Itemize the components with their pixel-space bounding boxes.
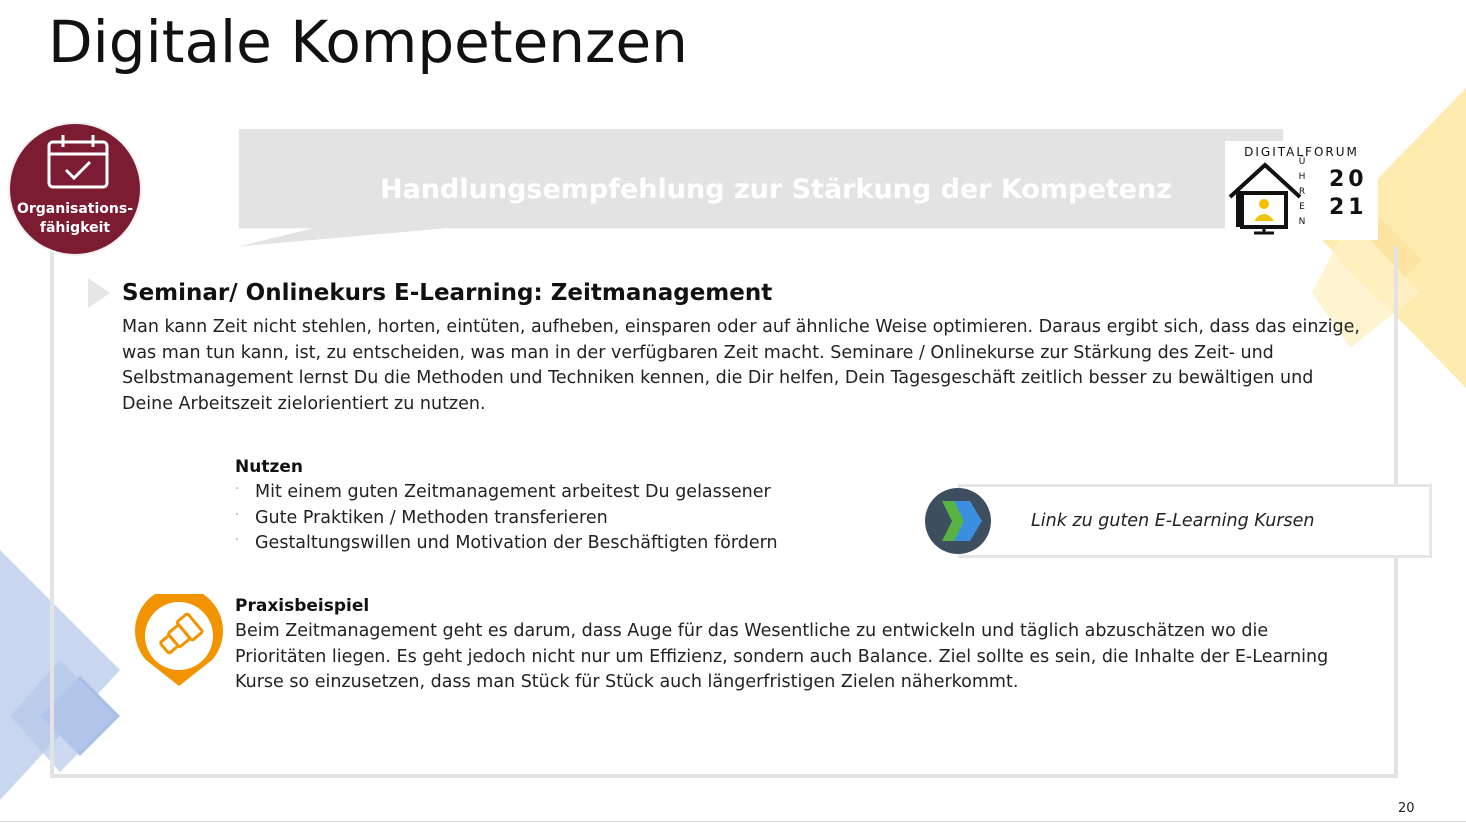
elearning-link-box[interactable]	[958, 484, 1432, 558]
chevron-right-icon[interactable]	[924, 487, 992, 555]
telescope-icon	[132, 594, 226, 688]
praxis-heading: Praxisbeispiel	[235, 596, 370, 616]
logo-vertical-letter: R	[1298, 187, 1306, 197]
logo-top-text: DIGITALFORUM	[1244, 145, 1359, 159]
badge-label-line1: Organisations-	[16, 201, 134, 217]
praxis-text: Beim Zeitmanagement geht es darum, dass Auge für das Wesentliche zu entwickeln und täglich abzuschätzen wo die Prioritäten liegen. Es geht jedoch nicht nur um Effizienz, sondern auch Balance. Ziel sollte es sein, die Inhalte der E-Learning Kurse so einzusetzen, dass man Stück für Stück auch längerfristigen Zielen näherkommt.	[235, 621, 1329, 692]
list-item: · Gute Praktiken / Methoden transferieren	[235, 506, 778, 532]
badge-label	[10, 200, 140, 238]
nutzen-list	[235, 480, 778, 557]
digitalforum-logo	[1225, 141, 1378, 240]
page-number: 20	[1398, 801, 1415, 816]
logo-vertical-letter: Ü	[1298, 157, 1306, 167]
logo-vertical-letter: N	[1298, 217, 1306, 227]
list-item: · Gestaltungswillen und Motivation der Beschäftigten fördern	[235, 531, 778, 557]
logo-vertical-letter: E	[1299, 202, 1305, 212]
competence-badge	[8, 122, 142, 256]
calendar-check-icon	[46, 132, 110, 190]
banner-title: Handlungsempfehlung zur Stärkung der Kompetenz	[380, 174, 1172, 205]
badge-label-line2: fähigkeit	[39, 220, 111, 236]
bottom-divider	[0, 821, 1466, 822]
logo-year-bottom: 21	[1329, 195, 1368, 220]
slide-title: Digitale Kompetenzen	[48, 8, 688, 76]
section-intro: Man kann Zeit nicht stehlen, horten, eintüten, aufheben, einsparen oder auf ähnliche Weise optimieren. Daraus ergibt sich, dass das einzige, was man tun kann, ist, zu entscheiden, was man in der verfügbaren Zeit macht. Seminare / Onlinekurse zur Stärkung des Zeit- und Selbstmanagement lernst Du die Methoden und Techniken kennen, die Dir helfen, Dein Tagesgeschäft zeitlich besser zu bewältigen und Deine Arbeitszeit zielorientiert zu nutzen.	[122, 317, 1360, 414]
section-arrow-icon	[88, 278, 110, 308]
list-item: · Mit einem guten Zeitmanagement arbeitest Du gelassener	[235, 480, 778, 506]
logo-vertical-letter: H	[1298, 172, 1306, 182]
elearning-link[interactable]: Link zu guten E-Learning Kursen	[1031, 511, 1315, 531]
logo-year-top: 20	[1329, 167, 1368, 192]
house-monitor-icon	[1228, 161, 1302, 237]
nutzen-heading: Nutzen	[235, 457, 303, 477]
section-heading: Seminar/ Onlinekurs E-Learning: Zeitmanagement	[122, 280, 773, 306]
